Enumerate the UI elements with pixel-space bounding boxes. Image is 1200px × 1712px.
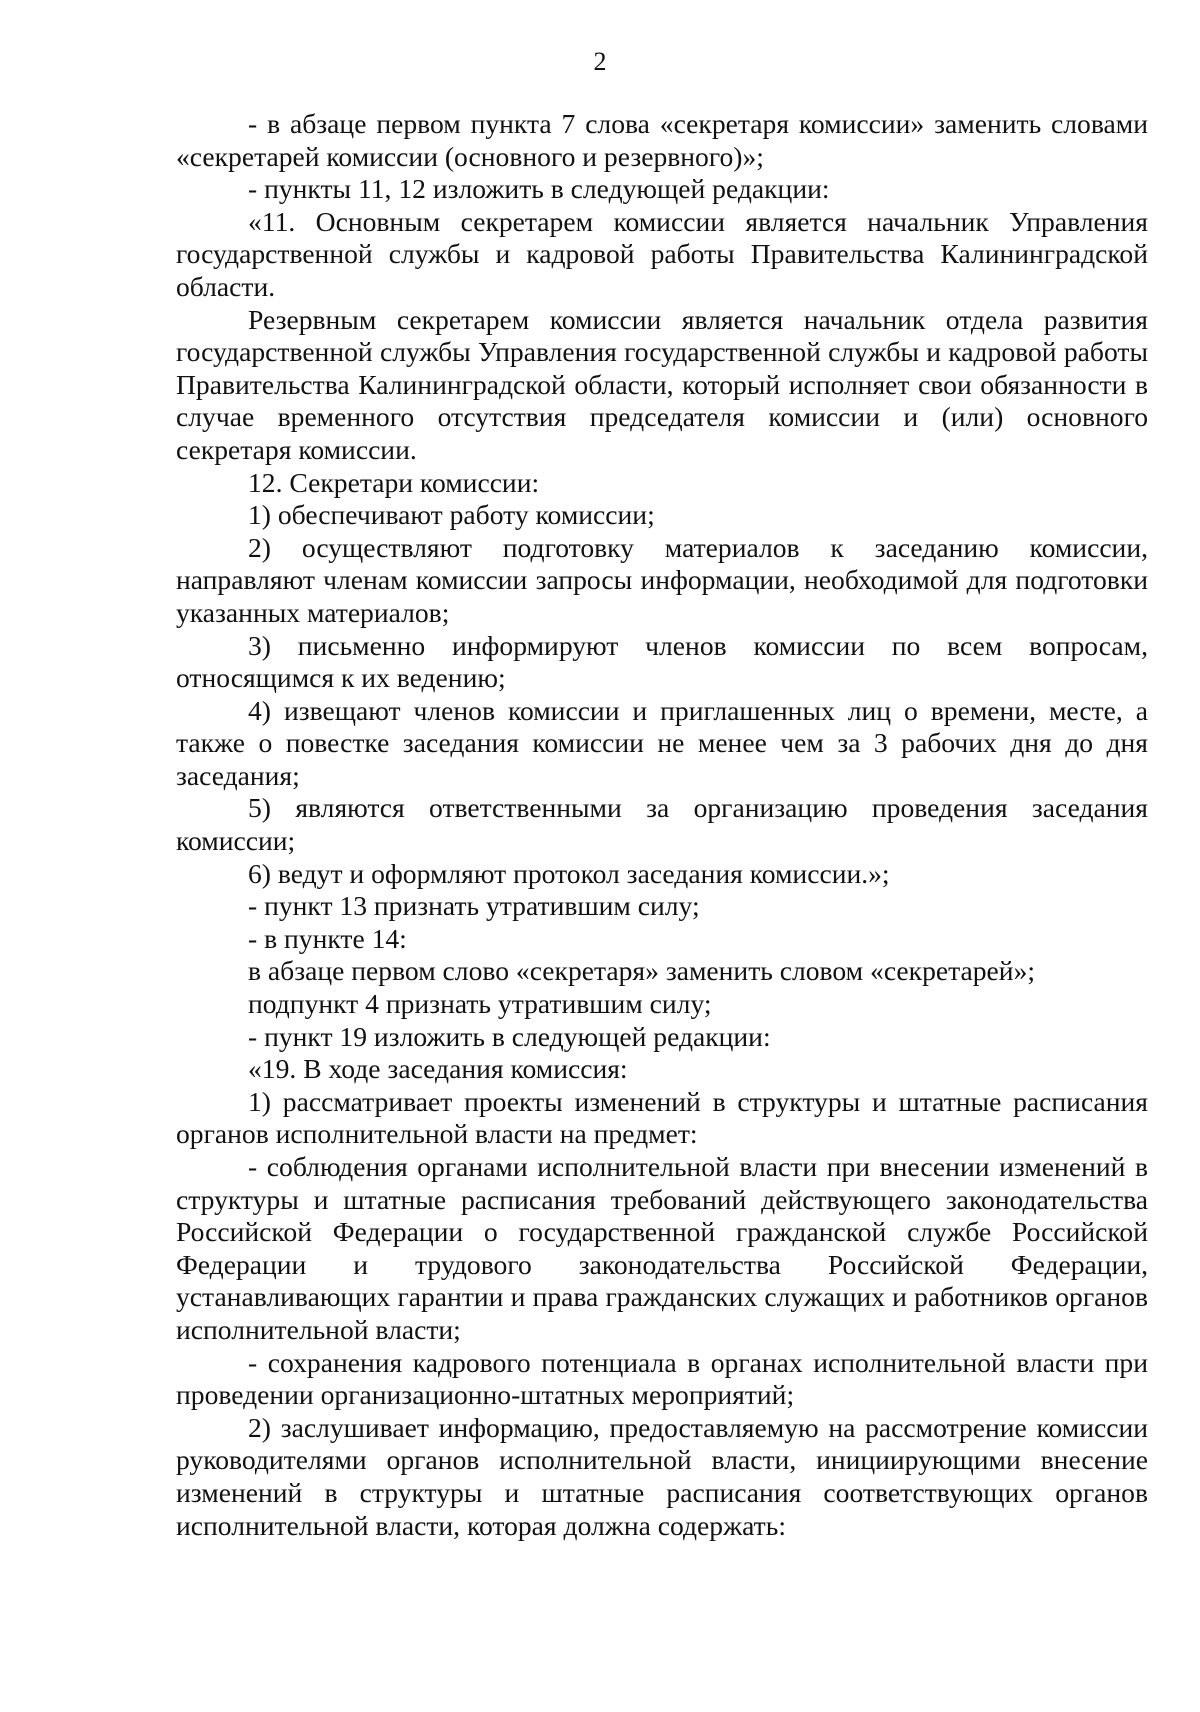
paragraph-item-19-1-b: - сохранения кадрового потенциала в органах исполнительной власти при проведении организационно-штатных мероприятий; (176, 1346, 1148, 1411)
paragraph-item-19-intro: - пункт 19 изложить в следующей редакции: (248, 1020, 771, 1052)
document-body (176, 108, 1148, 1542)
paragraph-item-19-1-a: - соблюдения органами исполнительной власти при внесении изменений в структуры и штатные расписания требований действующего законодательства Российской Федерации о государственной гражданской службе Российской Федерации и трудового законодательства Российской Федерации, устанавливающих гарантии и права гражданских служащих и работников органов исполнительной власти; (176, 1151, 1148, 1345)
paragraph-item-12-1: 1) обеспечивают работу комиссии; (248, 499, 655, 531)
page-number: 2 (593, 47, 607, 76)
paragraph-item-19-1: 1) рассматривает проекты изменений в структуры и штатные расписания органов исполнительной власти на предмет: (176, 1085, 1148, 1150)
paragraph-item-14-a: в абзаце первом слово «секретаря» заменить словом «секретарей»; (248, 955, 1036, 987)
paragraph-item-14-b: подпункт 4 признать утратившим силу; (248, 988, 712, 1020)
paragraph-item-19: «19. В ходе заседания комиссия: (248, 1053, 628, 1085)
paragraph-items-11-12-intro: - пункты 11, 12 изложить в следующей редакции: (248, 173, 830, 205)
paragraph-item-11: «11. Основным секретарем комиссии является начальник Управления государственной службы и кадровой работы Правительства Калининградской области. (176, 205, 1148, 302)
paragraph-item-12-6: 6) ведут и оформляют протокол заседания комиссии.»; (248, 857, 890, 889)
paragraph-item-13: - пункт 13 признать утратившим силу; (248, 890, 700, 922)
paragraph-item-12-5: 5) являются ответственными за организацию проведения заседания комиссии; (176, 792, 1148, 857)
paragraph-item-19-2: 2) заслушивает информацию, предоставляемую на рассмотрение комиссии руководителями органов исполнительной власти, инициирующими внесение изменений в структуры и штатные расписания соответствующих органов исполнительной власти, которая должна содержать: (176, 1411, 1148, 1541)
paragraph-item-12-2: 2) осуществляют подготовку материалов к заседанию комиссии, направляют членам комиссии запросы информации, необходимой для подготовки указанных материалов; (176, 531, 1148, 628)
paragraph-item-12-4: 4) извещают членов комиссии и приглашенных лиц о времени, месте, а также о повестке заседания комиссии не менее чем за 3 рабочих дня до дня заседания; (176, 694, 1148, 791)
paragraph-amend-item-7: - в абзаце первом пункта 7 слова «секретаря комиссии» заменить словами «секретарей комиссии (основного и резервного)»; (176, 108, 1148, 172)
paragraph-item-12: 12. Секретари комиссии: (248, 466, 540, 498)
paragraph-reserve-secretary: Резервным секретарем комиссии является начальник отдела развития государственной службы Управления государственной службы и кадровой работы Правительства Калининградской области, который исполняет свои обязанности в случае временного отсутствия председателя комиссии и (или) основного секретаря комиссии. (176, 303, 1148, 465)
paragraph-item-12-3: 3) письменно информируют членов комиссии по всем вопросам, относящимся к их ведению; (176, 629, 1148, 694)
paragraph-item-14: - в пункте 14: (248, 922, 407, 954)
